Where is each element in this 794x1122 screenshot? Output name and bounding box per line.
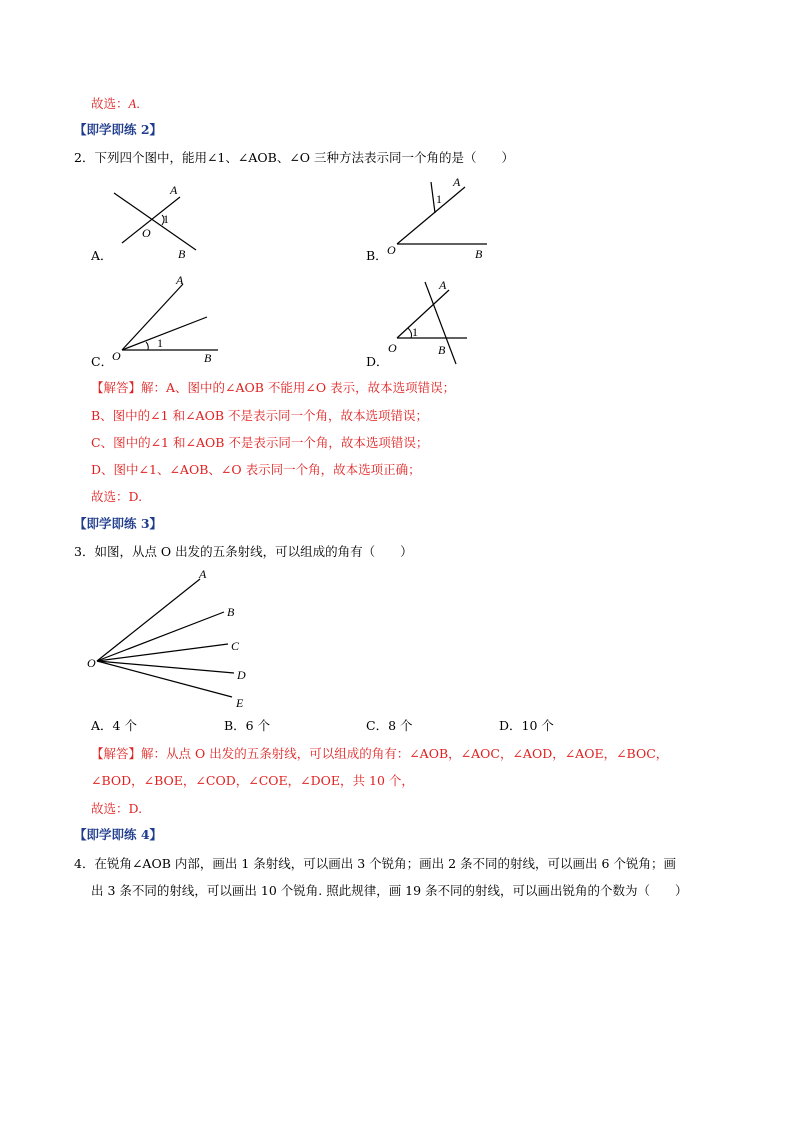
practice4-question-line-2: 出 3 条不同的射线，可以画出 10 个锐角. 照此规律，画 19 条不同的射线，可以画出锐角的个数为（ ） bbox=[91, 883, 688, 898]
label-b: B bbox=[475, 247, 483, 261]
option-b-letter: B． bbox=[366, 248, 388, 263]
ray-oa bbox=[97, 579, 200, 661]
label-o: O bbox=[388, 341, 397, 355]
label-1: 1 bbox=[163, 212, 169, 226]
solution2-line-1: 【解答】解：A、图中的∠AOB 不能用∠O 表示，故本选项错误； bbox=[91, 380, 456, 395]
option-d-letter: D． bbox=[366, 354, 389, 369]
ray-line-1 bbox=[114, 193, 196, 250]
answer-value: A bbox=[128, 97, 137, 111]
angle-arc bbox=[146, 342, 148, 350]
label-1: 1 bbox=[436, 192, 442, 206]
answer-suffix: . bbox=[136, 96, 141, 111]
choice-d: D．10 个 bbox=[499, 718, 554, 733]
label-a: A bbox=[176, 273, 184, 287]
ray-ob bbox=[97, 612, 224, 661]
ray-short bbox=[431, 182, 435, 213]
figure-option-a bbox=[110, 185, 210, 260]
figure-five-rays bbox=[86, 565, 256, 715]
solution2-line-3: C、图中的∠1 和∠AOB 不是表示同一个角，故本选项错误； bbox=[91, 435, 429, 450]
label-b: B bbox=[204, 351, 212, 365]
label-d: D bbox=[237, 668, 246, 682]
ray-oa bbox=[397, 290, 449, 338]
solution3-line-3: 故选：D. bbox=[91, 801, 143, 816]
choice-c: C．8 个 bbox=[366, 718, 413, 733]
label-o: O bbox=[112, 349, 121, 363]
practice4-heading: 【即学即练 4】 bbox=[74, 827, 163, 842]
figure-option-c bbox=[110, 272, 220, 367]
label-e: E bbox=[236, 696, 244, 710]
choice-b: B．6 个 bbox=[224, 718, 271, 733]
label-c: C bbox=[231, 639, 240, 653]
label-a: A bbox=[170, 183, 178, 197]
ray-mid bbox=[122, 317, 207, 350]
answer-prefix: 故选： bbox=[91, 96, 129, 111]
ray-oa bbox=[397, 187, 465, 244]
ray-oa bbox=[122, 284, 183, 350]
label-o: O bbox=[87, 656, 96, 670]
label-b: B bbox=[178, 247, 186, 261]
practice4-question-line-1: 4．在锐角∠AOB 内部，画出 1 条射线，可以画出 3 个锐角；画出 2 条不同的射线，可以画出 6 个锐角；画 bbox=[74, 856, 676, 871]
label-a: A bbox=[439, 278, 447, 292]
practice2-question: 2．下列四个图中，能用∠1、∠AOB、∠O 三种方法表示同一个角的是（ ） bbox=[74, 150, 515, 165]
practice3-heading: 【即学即练 3】 bbox=[74, 516, 163, 531]
solution2-line-2: B、图中的∠1 和∠AOB 不是表示同一个角，故本选项错误； bbox=[91, 408, 428, 423]
label-1: 1 bbox=[412, 325, 418, 339]
label-a: A bbox=[453, 175, 461, 189]
practice3-question: 3．如图，从点 O 出发的五条射线，可以组成的角有（ ） bbox=[74, 544, 413, 559]
choice-a: A．4 个 bbox=[91, 718, 137, 733]
label-o: O bbox=[387, 243, 396, 257]
label-1: 1 bbox=[157, 336, 163, 350]
label-b: B bbox=[438, 343, 446, 357]
ray-oc bbox=[97, 644, 228, 661]
figure-option-b bbox=[385, 175, 495, 260]
solution2-line-5: 故选：D. bbox=[91, 489, 143, 504]
label-b: B bbox=[227, 605, 235, 619]
label-o: O bbox=[142, 226, 151, 240]
solution3-line-2: ∠BOD，∠BOE，∠COD，∠COE，∠DOE，共 10 个， bbox=[91, 773, 414, 788]
solution2-line-4: D、图中∠1、∠AOB、∠O 表示同一个角，故本选项正确； bbox=[91, 462, 421, 477]
top-answer bbox=[91, 96, 140, 112]
practice2-heading: 【即学即练 2】 bbox=[74, 122, 163, 137]
option-c-letter: C． bbox=[91, 354, 114, 369]
figure-option-d bbox=[385, 272, 495, 367]
solution3-line-1: 【解答】解：从点 O 出发的五条射线，可以组成的角有：∠AOB，∠AOC，∠AOD，∠AOE，∠BOC， bbox=[91, 746, 669, 761]
label-a: A bbox=[199, 567, 207, 581]
option-a-letter: A． bbox=[91, 248, 113, 263]
